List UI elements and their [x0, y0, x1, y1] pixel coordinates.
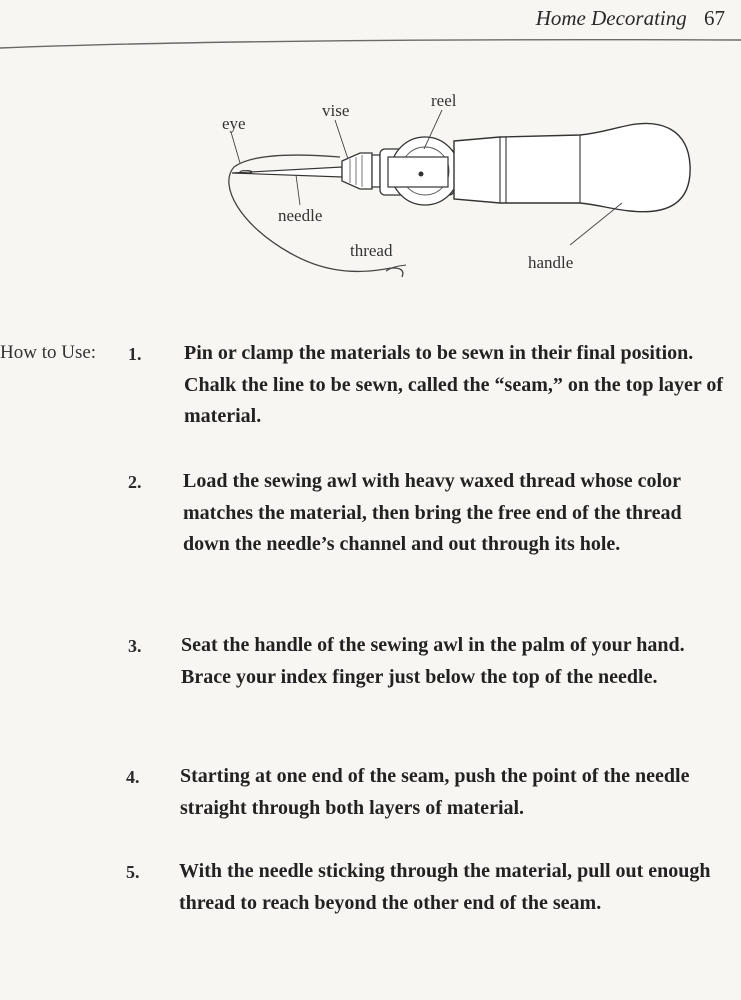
section-title: Home Decorating [535, 6, 687, 30]
step-number: 5. [126, 862, 140, 882]
step-text: Starting at one end of the seam, push the point of the needle straight through both layers of material. [180, 765, 690, 819]
step-number: 1. [128, 344, 142, 364]
label-vise: vise [322, 101, 350, 120]
running-head [536, 6, 725, 31]
header-rule [0, 36, 741, 50]
label-reel: reel [431, 91, 457, 110]
label-handle: handle [528, 253, 574, 272]
step-text: Seat the handle of the sewing awl in the palm of your hand. Brace your index finger just below the top of the needle. [181, 634, 685, 688]
step-number: 2. [128, 472, 142, 492]
how-to-use-label: How to Use: [0, 342, 97, 363]
handle-shape [454, 123, 690, 211]
page-number: 67 [704, 6, 725, 30]
needle-shape [232, 167, 342, 177]
step-text: With the needle sticking through the material, pull out enough thread to reach beyond the other end of the seam. [179, 860, 711, 914]
step-text: Load the sewing awl with heavy waxed thread whose color matches the material, then bring the free end of the thread down the needle’s channel and out through its hole. [183, 470, 682, 555]
vise-shape [342, 153, 372, 189]
step-number: 3. [128, 636, 142, 656]
label-eye: eye [222, 114, 246, 133]
label-needle: needle [278, 206, 323, 225]
label-thread: thread [350, 241, 393, 260]
step-text: Pin or clamp the materials to be sewn in their final position. Chalk the line to be sewn, called the “seam,” on the top layer of material. [184, 342, 724, 427]
step-number: 4. [126, 767, 140, 787]
sewing-awl-diagram [210, 85, 710, 300]
